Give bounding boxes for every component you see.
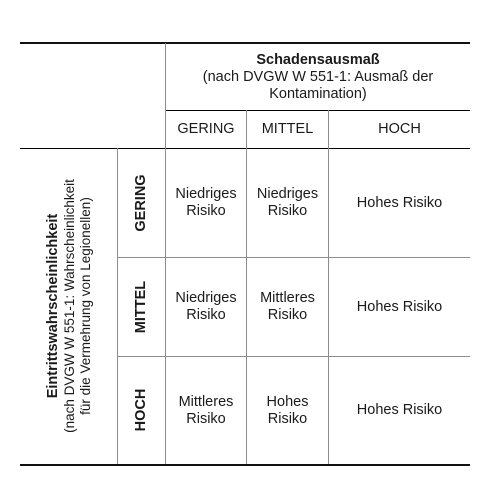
row-header-mittel: MITTEL	[133, 280, 149, 334]
cell-gering-mittel: Niedriges Risiko	[256, 186, 319, 219]
impact-subtitle-line1: (nach DVGW W 551-1: Ausmaß der	[202, 68, 434, 85]
cell-hoch-hoch: Hohes Risiko	[356, 402, 443, 418]
cell-hoch-gering: Mittleres Risiko	[178, 393, 234, 427]
cell-mittel-hoch: Hohes Risiko	[356, 298, 443, 315]
row-header-hoch: HOCH	[133, 388, 149, 432]
cell-gering-hoch: Hohes Risiko	[356, 194, 443, 211]
likelihood-subtitle-line1: (nach DVGW W 551-1: Wahrscheinlichkeit	[61, 179, 77, 433]
row-header-gering: GERING	[133, 174, 149, 232]
cell-gering-gering: Niedriges Risiko	[175, 186, 237, 219]
column-header-mittel: MITTEL	[261, 121, 314, 137]
cell-mittel-gering: Niedriges Risiko	[175, 290, 237, 323]
column-header-group	[166, 44, 470, 110]
col-divider-side	[117, 148, 118, 464]
impact-subtitle-line2: Kontamination)	[269, 85, 367, 102]
cell-mittel-mittel: Mittleres Risiko	[260, 290, 315, 323]
likelihood-header-group	[44, 148, 93, 464]
table-bottom-rule	[20, 464, 470, 466]
column-header-hoch: HOCH	[378, 121, 421, 137]
likelihood-title: Eintrittswahrscheinlichkeit	[44, 213, 61, 399]
column-header-gering: GERING	[177, 121, 235, 137]
likelihood-subtitle-line2: für die Vermehrung von Legionellen)	[77, 197, 93, 415]
impact-title: Schadensausmaß	[256, 51, 380, 68]
cell-hoch-mittel: Hohes Risiko	[266, 393, 309, 427]
